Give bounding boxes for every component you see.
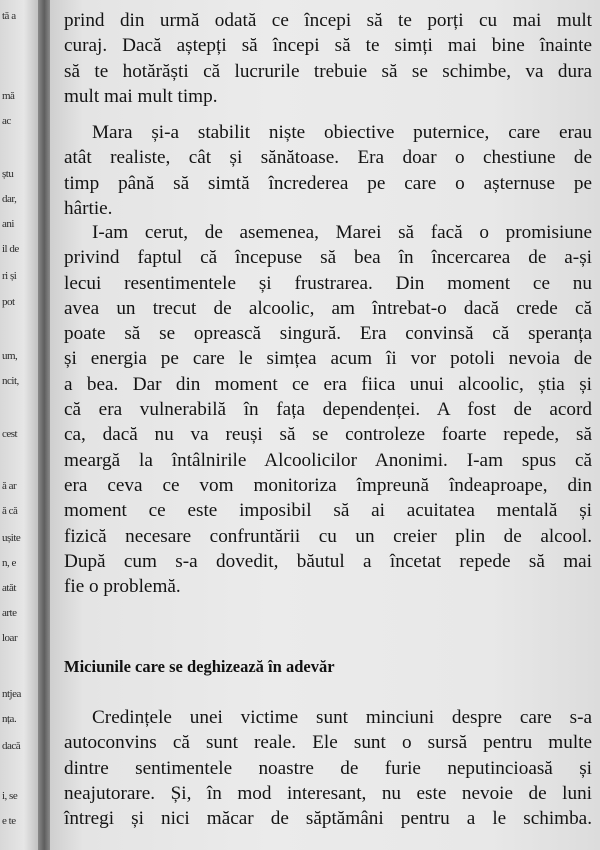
paragraph-1 (64, 8, 592, 109)
left-page-text-fragment: mă (2, 90, 15, 102)
left-page-text-fragment: il de (2, 243, 19, 255)
left-page-text-fragment: atăt (2, 582, 16, 594)
left-page-text-fragment: arte (2, 607, 17, 619)
left-page-text-fragment: pot (2, 296, 15, 308)
text-line: fie o problemă. (64, 576, 181, 598)
left-page-text-fragment: dacă (2, 740, 21, 752)
text-line: fizică necesare confruntării cu un creier plin de alcool. (64, 525, 592, 547)
text-line: timp până să simtă încrederea pe care o așternuse pe (64, 172, 592, 194)
text-line: să te hotărăști că lucrurile trebuie să se schimbe, va dura (64, 60, 592, 82)
text-line: După cum s-a dovedit, băutul a încetat repede să mai (64, 550, 592, 572)
left-page-text-fragment: cest (2, 428, 18, 440)
paragraph-3 (64, 220, 592, 599)
text-line: că era vulnerabilă în fața dependenței. A fost de acord (64, 399, 592, 421)
section-heading: Miciunile care se deghizează în adevăr (64, 657, 335, 676)
left-page-text-fragment: ncit, (2, 375, 19, 387)
left-page-text-fragment: ă că (2, 505, 18, 517)
left-facing-page (0, 0, 40, 850)
text-line: autoconvins că sunt reale. Ele sunt o sursă pentru multe (64, 732, 592, 754)
left-page-text-fragment: tă a (2, 10, 16, 22)
left-page-text-fragment: dar, (2, 193, 17, 205)
text-line: a bea. Dar din moment ce era fiica unui alcoolic, știa și (64, 373, 592, 395)
left-page-text-fragment: ri și (2, 270, 17, 282)
left-page-text-fragment: ștu (2, 168, 14, 180)
left-page-text-fragment: ac (2, 115, 11, 127)
text-line: era ceva ce vom monitoriza împreună îndeaproape, din (64, 474, 592, 496)
text-line: moment ce este imposibil să ai acuitatea mentală și (64, 500, 592, 522)
text-line: Mara și-a stabilit niște obiective puternice, care erau (92, 122, 592, 143)
text-line: avea un trecut de alcoolic, am întrebat-o dacă crede că (64, 297, 592, 319)
text-line: ca, dacă nu va reuși să se controleze foarte repede, să (64, 424, 592, 446)
right-page (50, 0, 600, 850)
left-page-text-fragment: n, e (2, 557, 16, 569)
text-line: poate să se oprească singură. Era convinsă că speranța (64, 323, 592, 345)
text-line: Credințele unei victime sunt minciuni despre care s-a (92, 707, 592, 728)
text-line: și energia pe care le simțea acum îi vor potoli nevoia de (64, 348, 592, 370)
left-page-text-fragment: ntjea (2, 688, 21, 700)
text-line: prind din urmă odată ce începi să te porți cu mai mult (64, 10, 592, 31)
paragraph-4 (64, 705, 592, 831)
text-line: dintre sentimentele noastre de furie neputincioasă și (64, 757, 592, 779)
text-line: atât realiste, cât și sănătoase. Era doar o chestiune de (64, 147, 592, 169)
text-line: mult mai mult timp. (64, 85, 218, 107)
paragraph-2 (64, 120, 592, 221)
text-line: neajutorare. Și, în mod interesant, nu este nevoie de luni (64, 782, 592, 804)
text-line: privind faptul că începuse să bea în încercarea de a-și (64, 247, 592, 269)
text-line: întregi și nici măcar de săptămâni pentru a le schimba. (64, 808, 592, 830)
left-page-text-fragment: ă ar (2, 480, 17, 492)
text-line: lecui resentimentele și frustrarea. Din moment ce nu (64, 272, 592, 294)
left-page-text-fragment: loar (2, 632, 18, 644)
text-line: hârtie. (64, 197, 113, 219)
left-page-text-fragment: um, (2, 350, 18, 362)
text-line: meargă la întâlnirile Alcoolicilor Anonimi. I-am spus că (64, 449, 592, 471)
left-page-text-fragment: ani (2, 218, 14, 230)
left-page-text-fragment: i, se (2, 790, 18, 802)
text-line: curaj. Dacă aștepți să începi să te simți mai bine înainte (64, 35, 592, 57)
text-line: I-am cerut, de asemenea, Marei să facă o promisiune (92, 222, 592, 243)
left-page-text-fragment: nța. (2, 713, 17, 725)
left-page-text-fragment: ușite (2, 532, 21, 544)
left-page-text-fragment: e te (2, 815, 16, 827)
